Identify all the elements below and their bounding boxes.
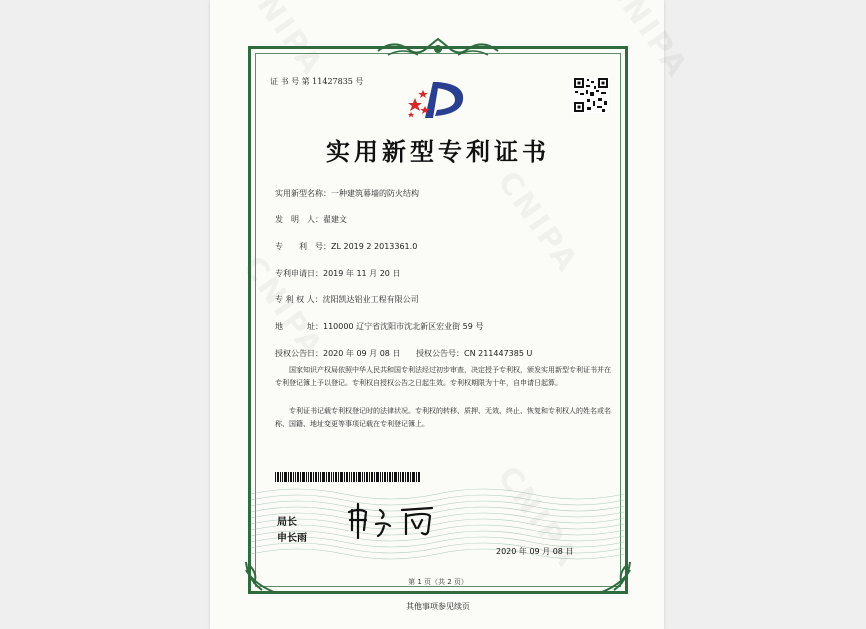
field-value: 一种建筑幕墙的防火结构 <box>331 189 419 198</box>
paragraph-grant-statement: 国家知识产权局依照中华人民共和国专利法经过初步审查，决定授予专利权，颁发实用新型专利证书并在专利登记簿上予以登记。专利权自授权公告之日起生效。专利权期限为十年，自申请日起算。 <box>275 366 611 387</box>
field-label: 专 利 权 人： <box>275 295 323 304</box>
field-filing-date <box>275 268 400 279</box>
sign-date: 2020 年 09 月 08 日 <box>496 547 574 556</box>
field-patentee <box>275 294 419 305</box>
barcode <box>275 472 421 482</box>
field-value: 沈阳凯达铝业工程有限公司 <box>322 295 419 304</box>
signatory-name: 申长雨 <box>277 533 307 544</box>
field-label: 发 明 人： <box>275 215 323 224</box>
field-label: 专 利 号： <box>275 242 331 251</box>
field-label: 专利申请日： <box>275 269 323 278</box>
field-value: 翟建文 <box>323 215 347 224</box>
signatory-title: 局长 <box>277 517 297 528</box>
certificate-title: 实用新型专利证书 <box>326 138 550 166</box>
field-label: 地 址： <box>275 322 323 331</box>
cnipa-logo-icon <box>405 78 471 122</box>
field-utility-model-name <box>275 188 419 199</box>
paragraph-legal-status: 专利证书记载专利权登记时的法律状况。专利权的转移、质押、无效、终止、恢复和专利权人的姓名或名称、国籍、地址变更等事项记载在专利登记簿上。 <box>275 407 611 428</box>
field-patent-no <box>275 241 417 252</box>
field-grant-announcement-date <box>275 348 400 359</box>
handwritten-signature <box>346 500 446 540</box>
field-value: 2020 年 09 月 08 日 <box>323 349 401 358</box>
field-value: 2019 年 11 月 20 日 <box>323 269 401 278</box>
certificate-number: 证 书 号 第 11427835 号 <box>270 77 364 86</box>
field-label: 实用新型名称： <box>275 189 331 198</box>
qr-code <box>573 77 609 113</box>
field-address <box>275 321 483 332</box>
field-value: 110000 辽宁省沈阳市沈北新区宏业街 59 号 <box>323 322 484 331</box>
field-grant-announcement-no <box>416 348 532 359</box>
field-inventor <box>275 214 347 225</box>
field-value: ZL 2019 2 2013361.0 <box>331 242 418 251</box>
field-label: 授权公告号： <box>416 349 464 358</box>
top-ornament <box>373 37 503 63</box>
footer-note: 其他事项参见续页 <box>406 602 470 611</box>
field-value: CN 211447385 U <box>464 349 533 358</box>
field-label: 授权公告日： <box>275 349 323 358</box>
page-indicator: 第 1 页（共 2 页） <box>408 578 468 586</box>
